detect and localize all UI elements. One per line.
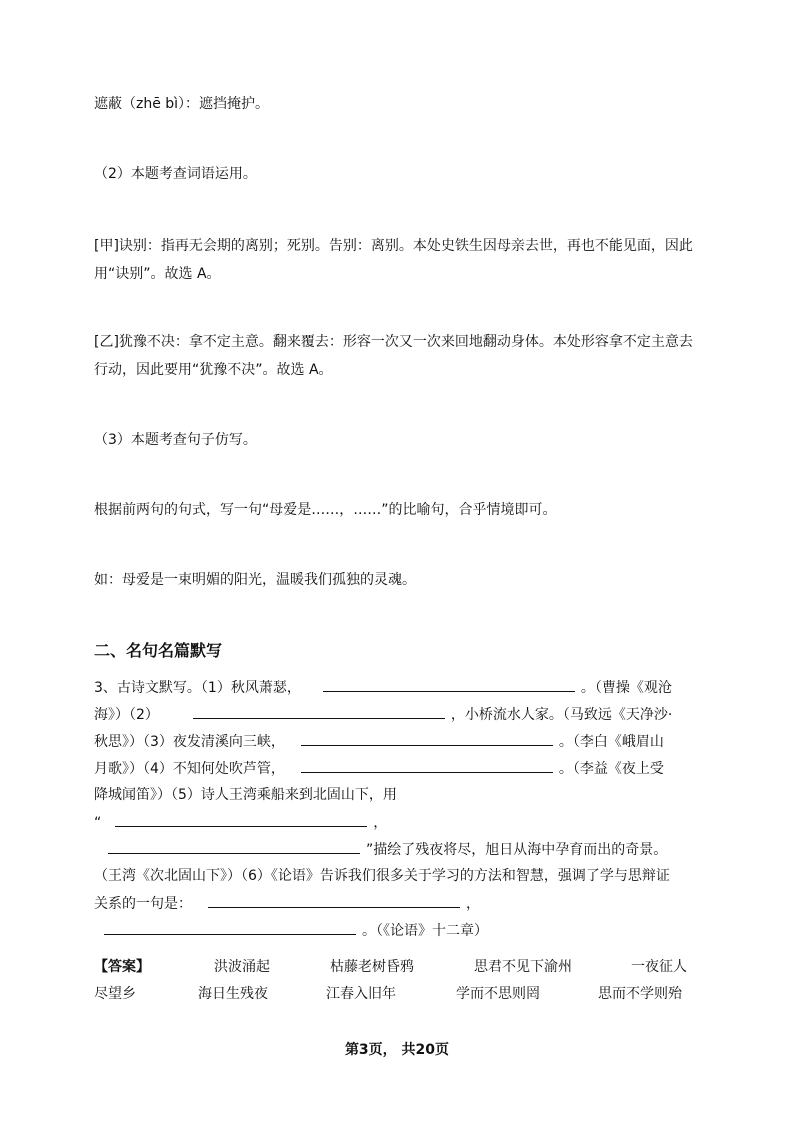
- answer-blank[interactable]: [104, 920, 356, 935]
- question-text: 。（李白《峨眉山: [558, 734, 664, 750]
- answer-blank[interactable]: [115, 812, 367, 827]
- page-footer: [0, 1040, 794, 1060]
- explanation-paragraph: 遮蔽（zhē bì）：遮挡掩护。: [94, 96, 270, 112]
- answer-blank[interactable]: [208, 893, 460, 908]
- section-heading: 二、名句名篇默写: [94, 641, 223, 660]
- question-line: [94, 920, 704, 941]
- explanation-paragraph: [甲]诀别：指再无会期的离别；死别。告别：离别。本处史铁生因母亲去世，再也不能见面，因此: [94, 238, 693, 254]
- question-text: 海》）（2）: [94, 707, 159, 723]
- answer-item: 思而不学则殆: [598, 986, 682, 1002]
- question-text: ，: [373, 815, 388, 831]
- question-text: 月歌》）（4）不知何处吹芦管，: [94, 761, 285, 777]
- question-line: [94, 758, 704, 779]
- question-text: 秋思》）（3）夜发清溪向三峡，: [94, 734, 285, 750]
- question-text: 关系的一句是：: [94, 896, 192, 912]
- page-number: 第3页， 共20页: [344, 1042, 450, 1058]
- explanation-paragraph: 用“诀别”。故选 A。: [94, 266, 221, 282]
- answer-item: 海日生残夜: [198, 986, 268, 1002]
- answer-label: 【答案】: [94, 959, 150, 975]
- answer-blank[interactable]: [323, 677, 575, 692]
- question-line: [94, 839, 704, 860]
- answer-item: 枯藤老树昏鸦: [330, 959, 414, 975]
- answer-item: 学而不思则罔: [456, 986, 540, 1002]
- question-text: ，小桥流水人家。（马致远《天净沙·: [450, 707, 673, 723]
- question-line: （王湾《次北固山下》）（6）《论语》告诉我们很多关于学习的方法和智慧，强调了学与思辩证: [94, 868, 670, 884]
- explanation-paragraph: 行动，因此要用“犹豫不决”。故选 A。: [94, 362, 333, 378]
- answer-blank[interactable]: [301, 731, 553, 746]
- question-text: 3、古诗文默写。（1）秋风萧瑟，: [94, 680, 301, 696]
- question-line: [94, 677, 704, 698]
- answer-item: 洪波涌起: [214, 959, 270, 975]
- question-line: [94, 893, 704, 914]
- question-text: ，: [466, 896, 480, 912]
- explanation-paragraph: 根据前两句的句式，写一句“母爱是……，……”的比喻句，合乎情境即可。: [94, 502, 557, 518]
- question-text: 。（李益《夜上受: [558, 761, 664, 777]
- answer-item: 江春入旧年: [326, 986, 396, 1002]
- answer-blank[interactable]: [193, 704, 445, 719]
- explanation-paragraph: 如：母爱是一束明媚的阳光，温暖我们孤独的灵魂。: [94, 572, 416, 588]
- question-text: 。（曹操《观沧: [580, 680, 672, 696]
- explanation-paragraph: （3）本题考查句子仿写。: [94, 432, 257, 448]
- question-line: [94, 731, 704, 752]
- answer-item: 尽望乡: [94, 986, 136, 1002]
- explanation-paragraph: [乙]犹豫不决：拿不定主意。翻来覆去：形容一次又一次来回地翻动身体。本处形容拿不定主意去: [94, 334, 693, 350]
- question-text: ”描绘了残夜将尽，旭日从海中孕育而出的奇景。: [366, 842, 668, 858]
- question-text: 。（《论语》十二章）: [362, 923, 488, 939]
- question-line: 降城闻笛》）（5）诗人王湾乘船来到北固山下，用: [94, 787, 397, 803]
- answer-blank[interactable]: [108, 839, 360, 854]
- explanation-paragraph: （2）本题考查词语运用。: [94, 166, 257, 182]
- question-text: “: [94, 815, 102, 831]
- question-line: [94, 812, 704, 833]
- answer-blank[interactable]: [301, 758, 553, 773]
- answer-item: 思君不见下渝州: [474, 959, 572, 975]
- answer-item: 一夜征人: [631, 959, 687, 975]
- question-line: [94, 704, 704, 725]
